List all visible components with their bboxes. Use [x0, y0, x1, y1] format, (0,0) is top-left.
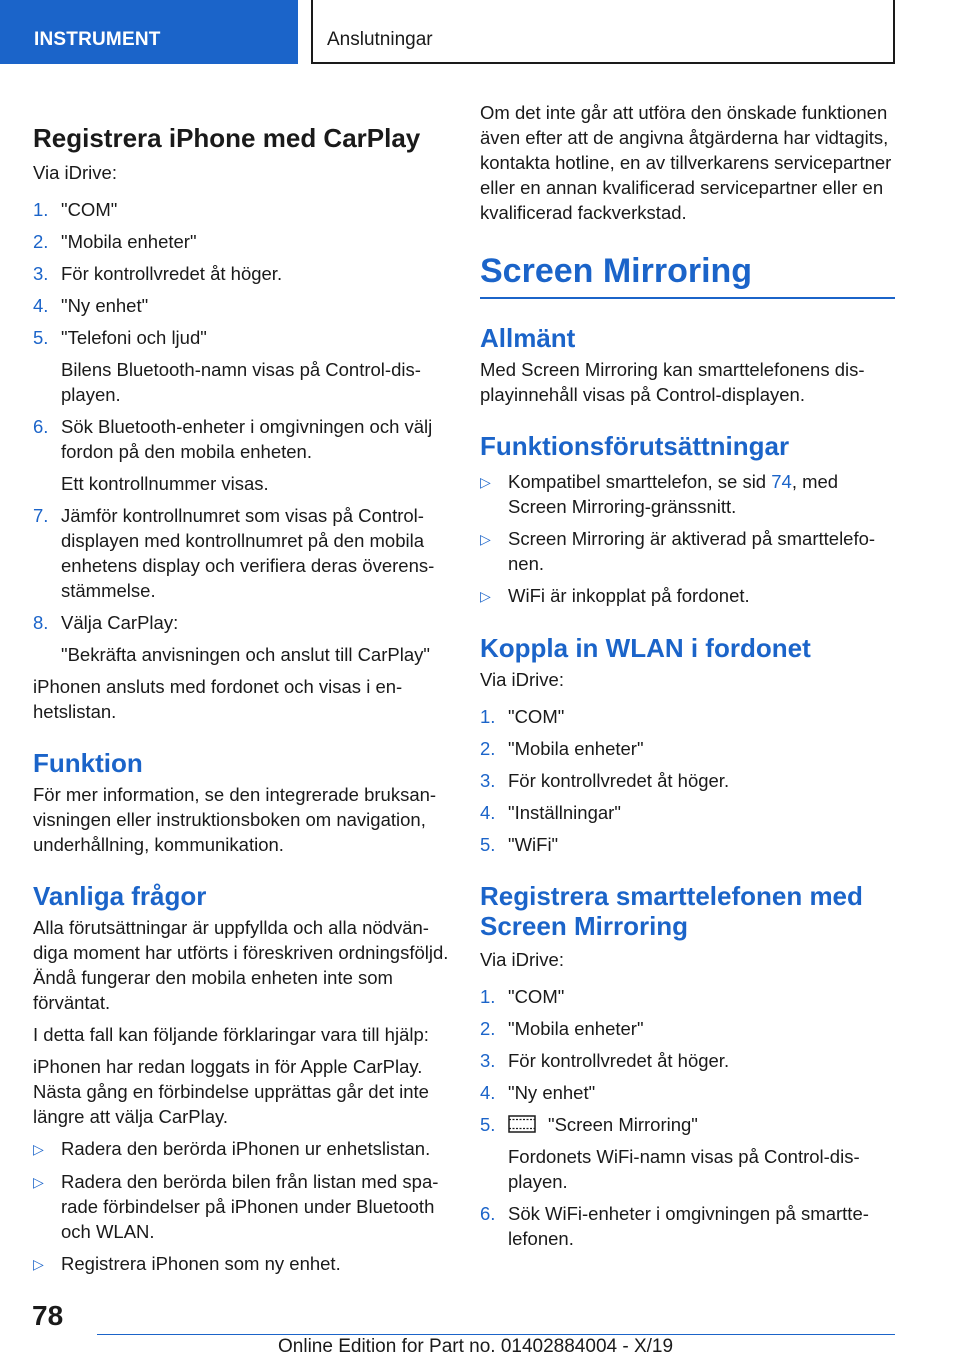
bullet-item: ▷ Radera den berörda iPhonen ur enhetslistan.: [33, 1136, 451, 1162]
faq-bullets: [33, 1136, 451, 1277]
via-idrive: Via iDrive:: [480, 949, 564, 970]
page-link[interactable]: 74: [771, 471, 792, 492]
list-item: 4. "Ny enhet": [33, 294, 149, 316]
list-item: 5. "Screen Mirroring" Fordonets WiFi-namn visas på Control-displayen.: [480, 1114, 860, 1192]
footer-edition: Online Edition for Part no. 01402884004 - X/19: [278, 1336, 674, 1357]
list-item: 3. För kontrollvredet åt höger.: [480, 1050, 730, 1071]
function-text: För mer information, se den integrerade bruksanvisningen eller instruktionsboken om navigation, underhållning, kommunikation.: [33, 783, 437, 855]
intro-text: Om det inte går att utföra den önskade funktionen även efter att de angivna åtgärderna har vidtagits, kontakta hotline, en av tillverkarens servicepartner eller en annan kvalificerad servicepartner eller en kvalificerad fackverkstad.: [480, 102, 892, 223]
list-item: 1. "COM": [480, 706, 565, 727]
list-item: 6. Sök Bluetooth-enheter i omgivningen och välj fordon på den mobila enheten. Ett kontrollnummer visas.: [33, 415, 433, 494]
heading-general: Allmänt: [480, 323, 576, 353]
heading-rule: [480, 297, 895, 299]
general-text: Med Screen Mirroring kan smarttelefonens displayinnehåll visas på Control-displayen.: [480, 359, 865, 405]
chapter-label: INSTRUMENT: [34, 29, 161, 50]
after-steps-text: iPhonen ansluts med fordonet och visas i enhetslistan.: [33, 675, 403, 722]
heading-faq: Vanliga frågor: [33, 880, 207, 911]
triangle-right-outline-icon: ▷: [480, 531, 491, 547]
list-item: 3. För kontrollvredet åt höger.: [480, 770, 730, 791]
triangle-right-outline-icon: ▷: [33, 1255, 44, 1272]
list-item: 4. "Inställningar": [480, 802, 621, 823]
left-column: [33, 100, 451, 1284]
list-item: 2. "Mobila enheter": [33, 230, 197, 252]
section-title: Anslutningar: [327, 29, 433, 50]
screen-mirroring-icon: [508, 1115, 536, 1133]
bullet-item: ▷ Radera den berörda bilen från listan med sparade förbindelser på iPhonen under Bluetooth och WLAN.: [33, 1170, 439, 1242]
carplay-steps: [33, 197, 451, 667]
via-idrive: Via iDrive:: [480, 669, 564, 690]
list-item: 2. "Mobila enheter": [480, 1018, 644, 1039]
list-item: 1. "COM": [33, 198, 118, 220]
right-column: [480, 100, 895, 1258]
heading-prerequisites: Funktionsförutsättningar: [480, 431, 790, 461]
list-item: 3. För kontrollvredet åt höger.: [33, 262, 283, 284]
list-item: 8. Välja CarPlay: "Bekräfta anvisningen och anslut till CarPlay": [33, 611, 430, 665]
triangle-right-outline-icon: ▷: [33, 1140, 44, 1157]
section-tab: [311, 0, 895, 64]
faq-paragraph-2: I detta fall kan följande förklaringar vara till hjälp:: [33, 1023, 429, 1045]
list-item: 5. "Telefoni och ljud" Bilens Bluetooth-namn visas på Control-displayen.: [33, 326, 421, 405]
heading-register-mirroring: Registrera smarttelefonen med Screen Mirroring: [480, 881, 863, 941]
heading-function: Funktion: [33, 747, 143, 778]
prereq-item: ▷ WiFi är inkopplat på fordonet.: [480, 583, 895, 609]
chapter-tab: [0, 0, 298, 64]
list-item: 4. "Ny enhet": [480, 1082, 596, 1103]
list-item: 7. Jämför kontrollnumret som visas på Control-displayen med kontrollnumret på den mobila enhetens display och verifiera deras överensstämmelse.: [33, 504, 435, 601]
page-number: 78: [32, 1300, 64, 1331]
heading-screen-mirroring: Screen Mirroring: [480, 252, 753, 290]
heading-wlan: Koppla in WLAN i fordonet: [480, 633, 811, 663]
faq-paragraph-3: iPhonen har redan loggats in för Apple CarPlay. Nästa gång en förbindelse upprättas går det inte längre att välja CarPlay.: [33, 1055, 429, 1127]
list-item: 5. "WiFi": [480, 834, 559, 855]
faq-paragraph-1: Alla förutsättningar är uppfyllda och alla nödvändiga moment har utförts i föreskriven ordningsföljd. Ändå fungerar den mobila enheten inte som förväntat.: [33, 916, 449, 1013]
via-idrive: Via iDrive:: [33, 161, 117, 183]
triangle-right-outline-icon: ▷: [33, 1173, 44, 1190]
wlan-steps: [480, 704, 895, 857]
prereq-item: ▷ Screen Mirroring är aktiverad på smarttelefonen.: [480, 528, 876, 574]
list-item: 1. "COM": [480, 986, 565, 1007]
list-item: 6. Sök WiFi-enheter i omgivningen på smarttelefonen.: [480, 1203, 869, 1249]
list-item: 2. "Mobila enheter": [480, 738, 644, 759]
bullet-item: ▷ Registrera iPhonen som ny enhet.: [33, 1251, 451, 1277]
prereq-item: ▷ Kompatibel smarttelefon, se sid 74, med Screen Mirroring-gränssnitt.: [480, 471, 839, 517]
heading-register-carplay: Registrera iPhone med CarPlay: [33, 122, 421, 153]
triangle-right-outline-icon: ▷: [480, 588, 491, 604]
mirroring-steps: [480, 984, 895, 1105]
triangle-right-outline-icon: ▷: [480, 474, 491, 490]
